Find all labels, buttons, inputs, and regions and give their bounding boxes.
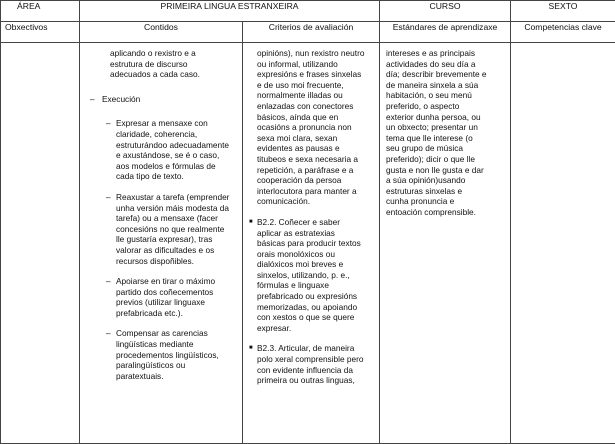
area-label: ÁREA: [1, 1, 80, 22]
criteria-line: ocasións a pronuncia non: [257, 122, 373, 133]
criteria-line: con xestos o que se quere: [257, 312, 361, 323]
contents-intro: [90, 48, 236, 80]
standards-line: de maneira sinxela a súa: [386, 80, 502, 91]
criteria-continuation: [249, 48, 373, 207]
section-execution: [90, 94, 236, 105]
criteria-line: aplicar as estratexias: [257, 228, 361, 239]
dash-icon: –: [106, 118, 116, 182]
criteria-line: memorizadas, ou apoiando: [257, 302, 361, 313]
contents-intro-line: adecuados a cada caso.: [110, 69, 236, 80]
criterion-b2-3: [249, 343, 373, 385]
list-item-line: estruturándoo adecuadamente: [116, 140, 229, 151]
standards-line: estruturas sinxelas e: [386, 186, 502, 197]
criteria-line: titubeos e sexa necesaria a: [257, 154, 373, 165]
criteria-line: ou informal, utilizando: [257, 59, 373, 70]
square-bullet-icon: ■: [249, 217, 257, 334]
list-item-line: lingüísticas mediante: [116, 339, 219, 350]
criteria-line: cooperación da persoa: [257, 175, 373, 186]
standards-line: cunha pronuncia e: [386, 196, 502, 207]
list-item-line: paralingüísticos ou: [116, 360, 219, 371]
list-item-line: tarefa) ou a mensaxe (facer: [116, 213, 229, 224]
objectives-header: Obxectivos: [1, 22, 80, 43]
criteria-line: B2.2. Coñecer e saber: [257, 217, 361, 228]
standards-line: seu grupo de música: [386, 143, 502, 154]
criteria-line: expresar.: [257, 323, 361, 334]
header-row-2: [1, 22, 615, 43]
standards-line: tema que lle interese (o: [386, 133, 502, 144]
competences-cell: [511, 43, 615, 444]
list-item-line: aos modelos e fórmulas de: [116, 161, 229, 172]
criteria-line: dialóxicos moi breves e: [257, 259, 361, 270]
square-bullet-icon: ■: [249, 343, 257, 385]
criteria-line: B2.3. Articular, de maneira: [257, 343, 364, 354]
list-item: [90, 192, 236, 266]
standards-text: [386, 48, 502, 218]
criteria-line: primeira ou outras linguas,: [257, 375, 364, 386]
criteria-line: orais monolóxicos ou: [257, 249, 361, 260]
criteria-line: polo xeral comprensible pero: [257, 354, 364, 365]
list-item-line: Reaxustar a tarefa (emprender: [116, 192, 229, 203]
criteria-line: comunicación.: [257, 196, 373, 207]
criteria-line: opinións), nun rexistro neutro: [257, 48, 373, 59]
standards-line: intereses e as principais: [386, 48, 502, 59]
list-item-line: Expresar a mensaxe con: [116, 118, 229, 129]
standards-header: Estándares de aprendizaxe: [380, 22, 511, 43]
list-item-line: lle gustaría expresar), tras: [116, 234, 229, 245]
standards-cell: [380, 43, 511, 444]
standards-line: habitación, o seu menú: [386, 90, 502, 101]
list-item-line: valorar as dificultades e os: [116, 245, 229, 256]
course-label: CURSO: [380, 1, 511, 22]
dash-icon: –: [90, 94, 102, 105]
standards-line: preferido); dicir o que lle: [386, 154, 502, 165]
standards-line: día; describir brevemente e: [386, 69, 502, 80]
dash-icon: –: [106, 276, 116, 318]
criteria-line: interlocutora para manter a: [257, 186, 373, 197]
standards-line: preferido, o aspecto: [386, 101, 502, 112]
criteria-line: básicas para producir textos: [257, 238, 361, 249]
criteria-header: Criterios de avaliación: [243, 22, 380, 43]
objectives-cell: [1, 43, 80, 444]
criteria-line: sexa moi clara, sexan: [257, 133, 373, 144]
list-item: [90, 276, 236, 318]
header-row-1: [1, 1, 615, 22]
standards-line: un obxecto; presentar un: [386, 122, 502, 133]
standards-line: entoación comprensible.: [386, 207, 502, 218]
standards-line: exterior dunha persoa, ou: [386, 112, 502, 123]
contents-header: Contidos: [80, 22, 243, 43]
competences-header: Competencias clave: [511, 22, 615, 43]
dash-icon: –: [106, 192, 116, 266]
list-item-line: prefabricada etc.).: [116, 308, 215, 319]
criteria-line: con evidente influencia da: [257, 365, 364, 376]
criteria-line: básicos, aínda que en: [257, 112, 373, 123]
criteria-line: e de uso moi frecuente,: [257, 80, 373, 91]
list-item-line: claridade, coherencia,: [116, 129, 229, 140]
criteria-line: evidentes as pausas e: [257, 143, 373, 154]
criteria-cell: [243, 43, 380, 444]
criteria-line: sinxelos, utilizando, p. e.,: [257, 270, 361, 281]
content-row: [1, 43, 615, 444]
standards-line: actividades do seu día a: [386, 59, 502, 70]
criteria-line: expresións e frases sinxelas: [257, 69, 373, 80]
list-item-line: paratextuais.: [116, 371, 219, 382]
list-item-line: previos (utilizar linguaxe: [116, 297, 215, 308]
contents-cell: [80, 43, 243, 444]
criteria-line: fórmulas e linguaxe: [257, 280, 361, 291]
list-item-line: Apoiarse en tirar o máximo: [116, 276, 215, 287]
list-item-line: Compensar as carencias: [116, 328, 219, 339]
standards-line: a súa opinión)usando: [386, 175, 502, 186]
contents-intro-line: estrutura de discurso: [110, 59, 236, 70]
contents-intro-line: aplicando o rexistro e a: [110, 48, 236, 59]
list-item-line: partido dos coñecementos: [116, 287, 215, 298]
criteria-line: normalmente illadas ou: [257, 90, 373, 101]
criterion-b2-2: [249, 217, 373, 334]
list-item: [90, 328, 236, 381]
list-item-line: concesións no que realmente: [116, 224, 229, 235]
list-item-line: procedementos lingüísticos,: [116, 350, 219, 361]
criteria-line: repetición, a paráfrase e a: [257, 165, 373, 176]
list-item-line: e axustándose, se é o caso,: [116, 150, 229, 161]
list-item-line: cada tipo de texto.: [116, 171, 229, 182]
criteria-line: prefabricado ou expresións: [257, 291, 361, 302]
section-title: Execución: [102, 94, 140, 105]
list-item-line: unha versión máis modesta da: [116, 203, 229, 214]
list-item-line: recursos dispoñibles.: [116, 256, 229, 267]
standards-line: gusta e non lle gusta e dar: [386, 165, 502, 176]
subject-title: PRIMEIRA LINGUA ESTRANXEIRA: [80, 1, 380, 22]
list-item: [90, 118, 236, 182]
dash-icon: –: [106, 328, 116, 381]
criteria-line: enlazadas con conectores: [257, 101, 373, 112]
course-value: SEXTO: [511, 1, 615, 22]
